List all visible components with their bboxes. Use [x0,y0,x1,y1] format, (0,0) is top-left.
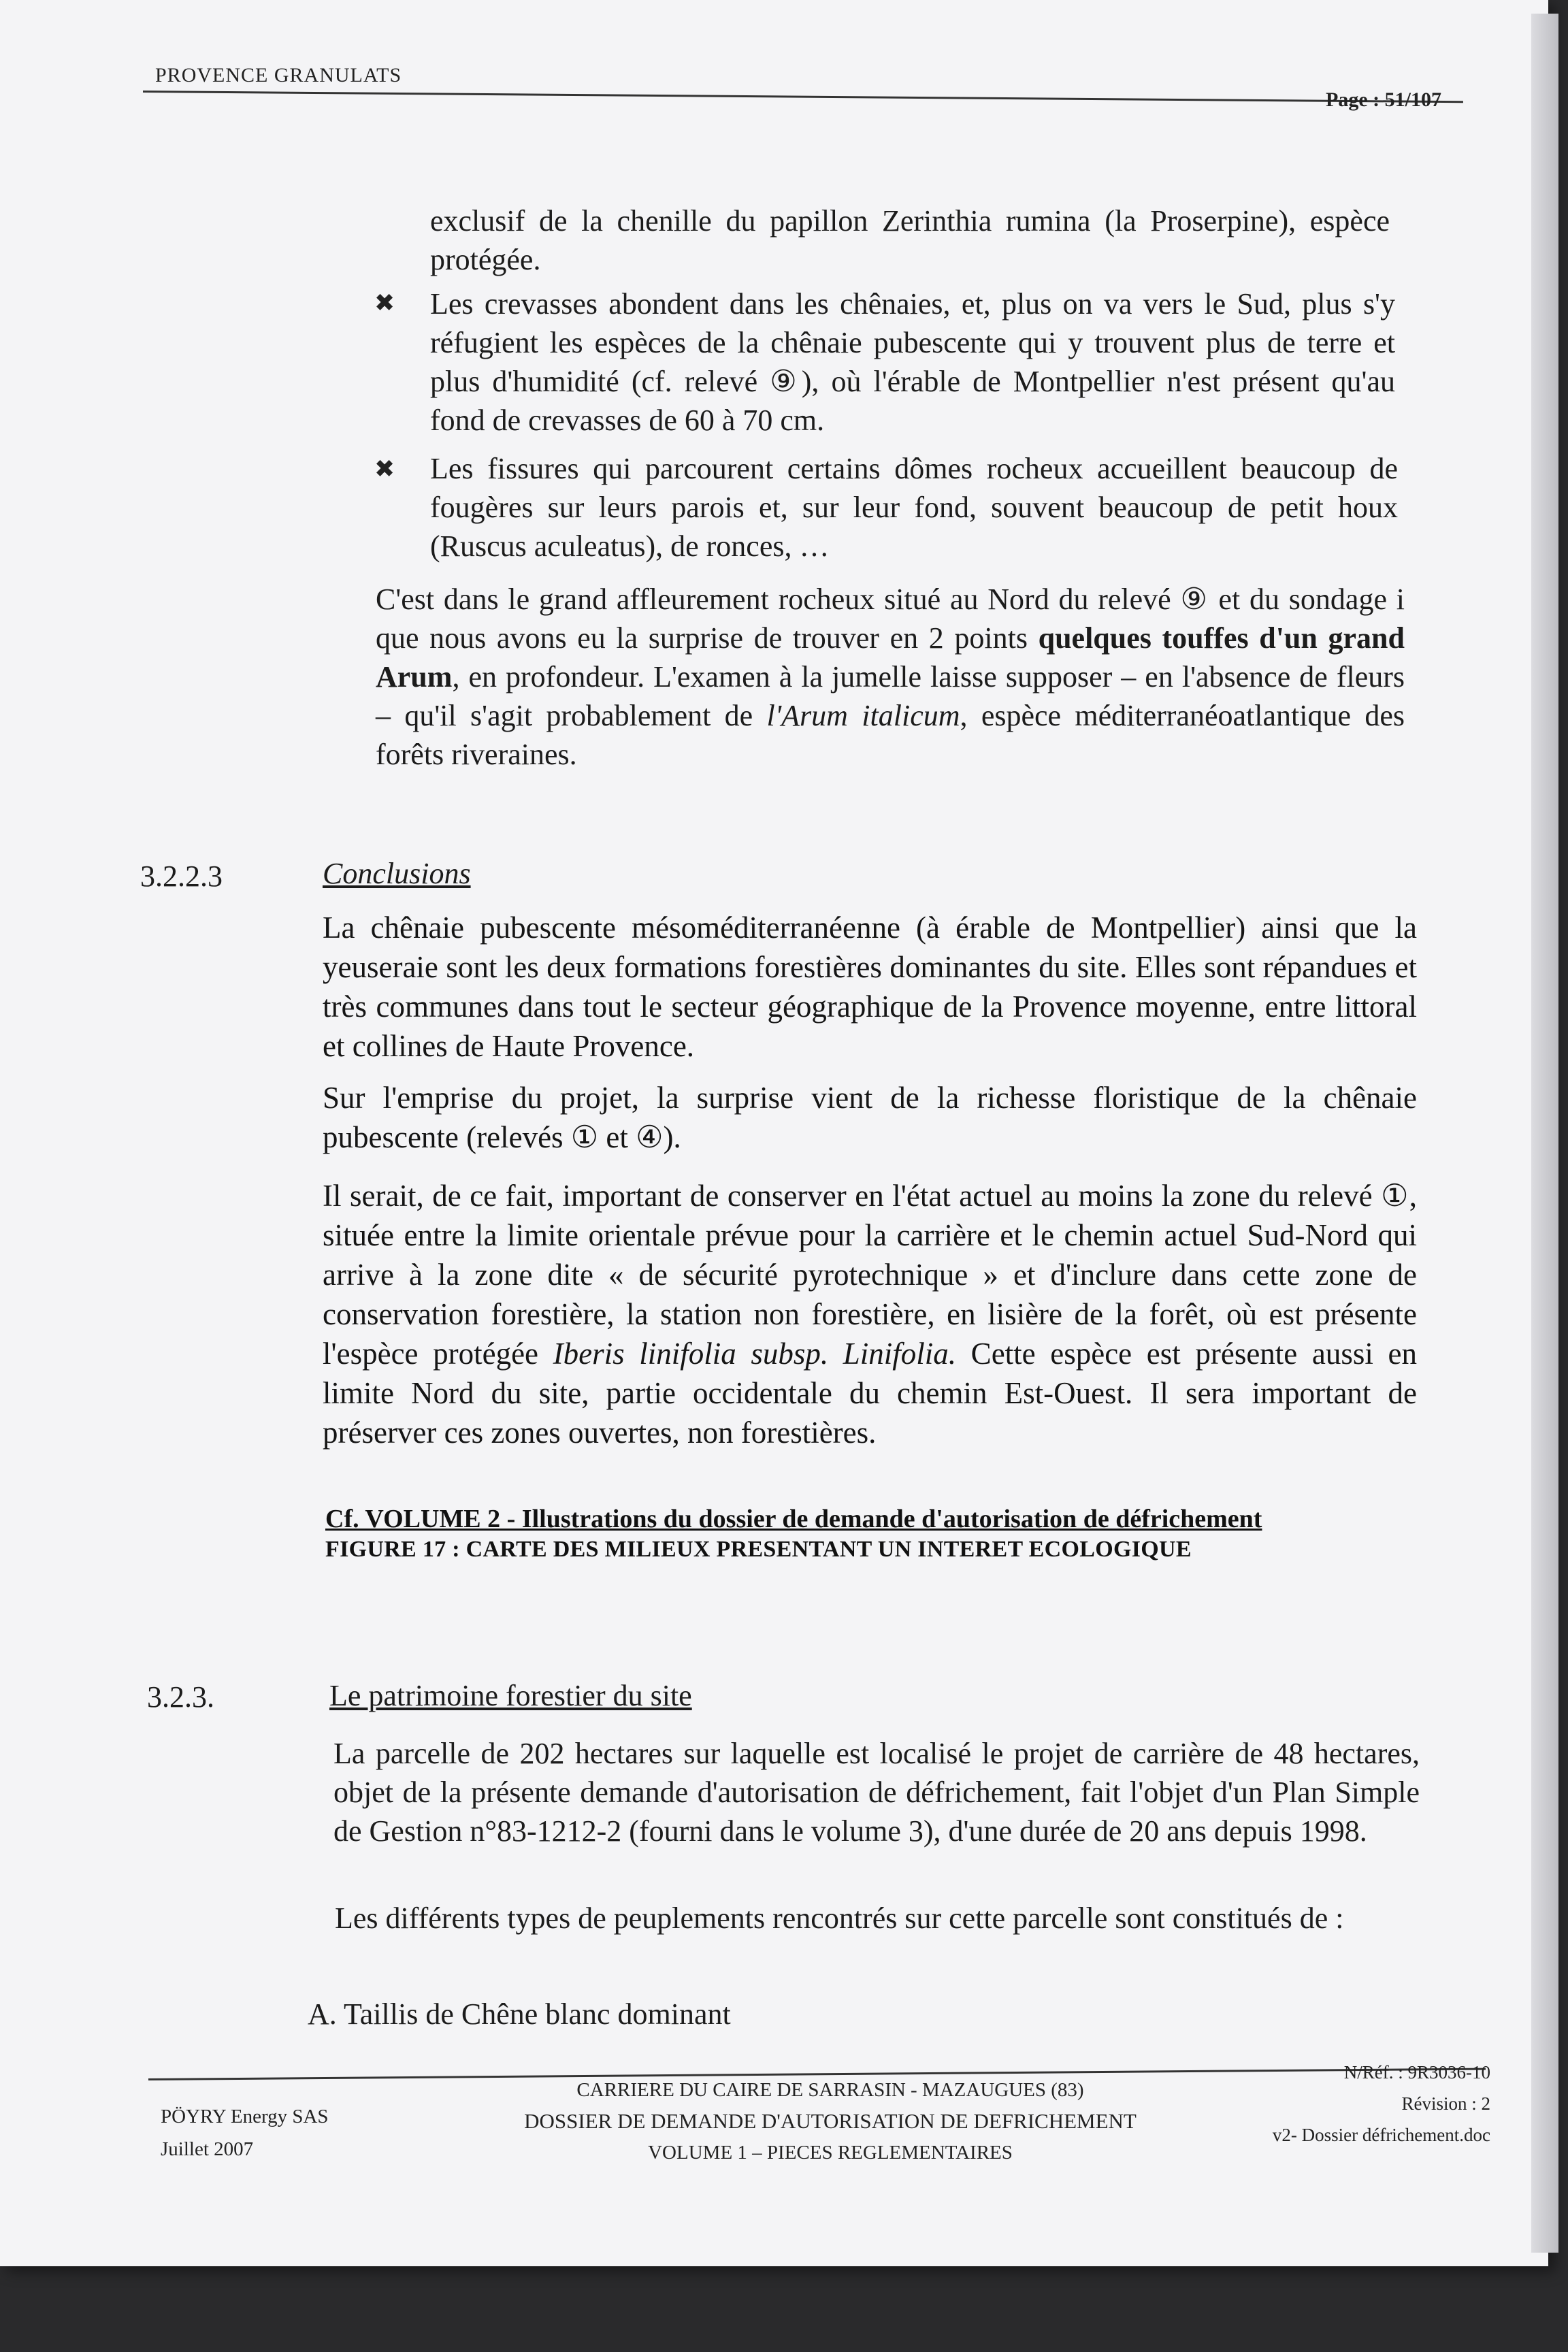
bullet-crevasses [430,284,1395,440]
conclusions-text-1: La chênaie pubescente mésoméditerranéenne (à érable de Montpellier) ainsi que la yeuseraie sont les deux formations forestières dominantes du site. Elles sont répandues et très communes dans tout le secteur géographique de la Provence moyenne, entre littoral et collines de Haute Provence. [323,911,1417,1063]
top-paragraph-text: exclusif de la chenille du papillon Zerinthia rumina (la Proserpine), espèce protégée. [430,204,1390,276]
species-name-italic: Iberis linifolia subsp. Linifolia. [553,1337,957,1371]
footer-filename: v2- Dossier défrichement.doc [1272,2125,1490,2145]
patrimoine-text-1: La parcelle de 202 hectares sur laquelle est localisé le projet de carrière de 48 hectares, objet de la présente demande d'autorisation de défrichement, fait l'objet d'un Plan Simple de Gestion n°83-1212-2 (fourni dans le volume 3), d'une durée de 20 ans depuis 1998. [333,1737,1420,1848]
arum-text-2: , en profondeur. L'examen à la jumelle laisse supposer – en l'absence de fleurs – qu'il s'agit probablement de [376,660,1405,732]
arum-text-bold: quelques touffes d'un grand Arum [376,621,1405,693]
arum-text-italic: l'Arum italicum [766,699,960,732]
footer-date: Juillet 2007 [161,2138,254,2160]
list-item-a: A. Taillis de Chêne blanc dominant [308,1997,731,2031]
footer-reference: N/Réf. : 9R3036-10 [1343,2062,1490,2082]
conclusions-paragraph-1 [323,908,1417,1066]
page-edge [1531,14,1558,2253]
arum-text-1: C'est dans le grand affleurement rocheux situé au Nord du relevé ⑨ et du sondage i que nous avons eu la surprise de trouver en 2 points [376,583,1405,655]
arum-text-3: , espèce méditerranéoatlantique des forêts riveraines. [376,699,1405,771]
header-company: PROVENCE GRANULATS [155,64,402,86]
header-rule [143,91,1463,103]
header-page-number: Page : 51/107 [1326,88,1441,111]
figure-caption: FIGURE 17 : CARTE DES MILIEUX PRESENTANT UN INTERET ECOLOGIQUE [325,1537,1192,1562]
bullet-fissures-text: Les fissures qui parcourent certains dômes rocheux accueillent beaucoup de fougères sur leurs parois et, sur leur fond, souvent beaucoup de petit houx (Ruscus aculeatus), de ronces, … [430,452,1398,563]
cf-volume-reference: Cf. VOLUME 2 - Illustrations du dossier de demande d'autorisation de défrichement [325,1505,1262,1533]
footer-revision: Révision : 2 [1401,2093,1490,2114]
conclusions-paragraph-2 [323,1078,1417,1157]
footer-project: CARRIERE DU CAIRE DE SARRASIN - MAZAUGUES (83) [576,2079,1084,2101]
top-paragraph [430,201,1390,279]
footer-left [161,2100,329,2166]
section-number-323: 3.2.3. [147,1680,214,1714]
bullet-x-icon: ✖ [374,455,395,483]
conclusions-text-3b: Cette espèce est présente aussi en limite Nord du site, partie occidentale du chemin Est-Ouest. Il sera important de préserver ces zones ouvertes, non forestières. [323,1337,1417,1450]
patrimoine-paragraph-1 [333,1734,1420,1850]
section-title-patrimoine: Le patrimoine forestier du site [329,1679,692,1712]
section-title-conclusions: Conclusions [323,857,471,890]
footer-center [476,2074,1184,2168]
arum-paragraph [376,580,1405,774]
footer-dossier: DOSSIER DE DEMANDE D'AUTORISATION DE DEFRICHEMENT [524,2109,1137,2133]
conclusions-paragraph-3 [323,1176,1417,1452]
bullet-crevasses-text: Les crevasses abondent dans les chênaies, et, plus on va vers le Sud, plus s'y réfugient les espèces de la chênaie pubescente qui y trouvent plus de terre et plus d'humidité (cf. relevé ⑨), où l'érable de Montpellier n'est présent qu'au fond de crevasses de 60 à 70 cm. [430,287,1395,437]
footer-company: PÖYRY Energy SAS [161,2106,329,2127]
patrimoine-paragraph-2 [335,1899,1421,1938]
bullet-x-icon: ✖ [374,289,395,316]
section-number-3223: 3.2.2.3 [140,860,223,893]
conclusions-text-3a: Il serait, de ce fait, important de conserver en l'état actuel au moins la zone du relevé ①, située entre la limite orientale prévue pour la carrière et le chemin actuel Sud-Nord qui arrive à la zone dite « de sécurité pyrotechnique » et d'inclure dans cette zone de conservation forestière, la station non forestière, en lisière de la forêt, où est présente l'espèce protégée [323,1179,1417,1371]
patrimoine-text-2: Les différents types de peuplements rencontrés sur cette parcelle sont constitués de : [335,1901,1344,1935]
footer-right [1218,2057,1490,2151]
conclusions-text-2: Sur l'emprise du projet, la surprise vient de la richesse floristique de la chênaie pubescente (relevés ① et ④). [323,1081,1417,1154]
footer-volume: VOLUME 1 – PIECES REGLEMENTAIRES [648,2142,1013,2163]
bullet-fissures [430,449,1398,566]
